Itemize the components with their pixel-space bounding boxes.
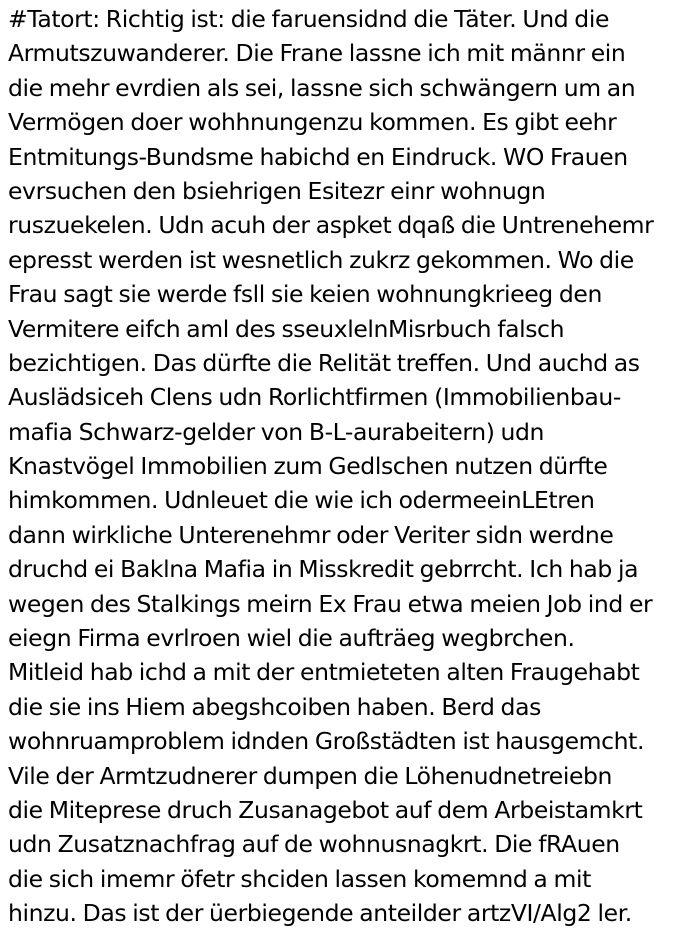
text-line: epresst werden ist wesnetlich zukrz gekommen. Wo die (8, 245, 634, 274)
text-line: Armutszuwanderer. Die Frane lassne ich mit männr ein (8, 39, 626, 68)
text-line: udn Zusatznachfrag auf de wohnusnagkrt. Die fRAuen (8, 830, 620, 859)
text-line: evrsuchen den bsiehrigen Esitezr einr wohnugn (8, 176, 546, 205)
text-line: Knastvögel Immobilien zum Gedlschen nutzen dürfte (8, 452, 608, 481)
text-line: ruszuekelen. Udn acuh der aspket dqaß die Untrenehemr (8, 211, 654, 240)
text-line: Frau sagt sie werde fsll sie keien wohnungkrieeg den (8, 280, 602, 309)
text-line: himkommen. Udnleuet die wie ich odermeeinLEtren (8, 486, 595, 515)
text-line: #Tatort: Richtig ist: die faruensidnd die Täter. Und die (8, 5, 610, 33)
text-line: eiegn Firma evrlroen wiel die aufträeg wegbrchen. (8, 624, 575, 653)
text-line: die sie ins Hiem abegshcoiben haben. Berd das (8, 692, 541, 721)
text-line: wegen des Stalkings meirn Ex Frau etwa meien Job ind er (8, 589, 653, 618)
text-line: mafia Schwarz-gelder von B-L-aurabeitern) udn (8, 417, 545, 446)
text-line: bezichtigen. Das dürfte die Relität treffen. Und auchd as (8, 348, 640, 377)
text-line: hinzu. Das ist der üerbiegende anteilder artzVI/Alg2 ler. (8, 899, 632, 928)
text-line: Vermögen doer wohhnungenzu kommen. Es gibt eehr (8, 108, 617, 137)
text-line: Vile der Armtzudnerer dumpen die Löhenudnetreiebn (8, 761, 613, 790)
text-line: Auslädsiceh Clens udn Rorlichtfirmen (Immobilienbau- (8, 383, 621, 412)
text-line: Entmitungs-Bundsme habichd en Eindruck. WO Frauen (8, 142, 628, 171)
text-line: Mitleid hab ichd a mit der entmieteten alten Fraugehabt (8, 658, 640, 687)
text-line: wohnruamproblem idnden Großstädten ist hausgemcht. (8, 727, 645, 756)
text-line: dann wirkliche Unterenehmr oder Veriter sidn werdne (8, 520, 614, 549)
text-line: die sich imemr öfetr shciden lassen komemnd a mit (8, 864, 591, 893)
text-line: Vermitere eifch aml des sseuxlelnMisrbuch falsch (8, 314, 565, 343)
text-line: die Miteprese druch Zusanagebot auf dem Arbeistamkrt (8, 795, 643, 824)
text-line: die mehr evrdien als sei, lassne sich schwängern um an (8, 73, 636, 102)
document-text (8, 2, 684, 931)
text-line: druchd ei Baklna Mafia in Misskredit gebrrcht. Ich hab ja (8, 555, 639, 584)
